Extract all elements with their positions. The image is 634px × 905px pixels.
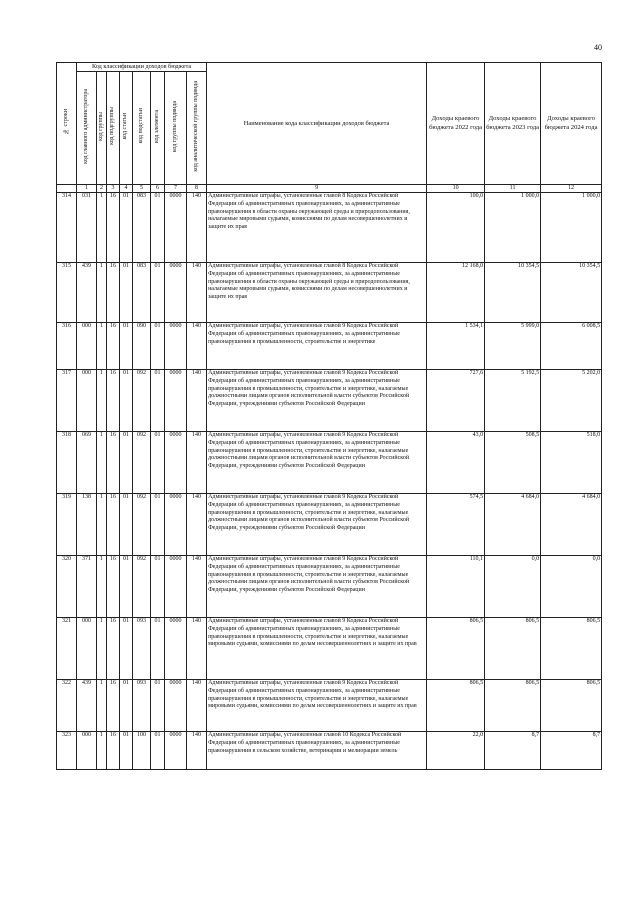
analytic-code-cell: 140 — [187, 680, 207, 732]
subgroup-code-cell: 16 — [107, 556, 120, 618]
revenue-2023-cell: 806,5 — [485, 680, 541, 732]
row-number-cell: 322 — [57, 680, 77, 732]
article-code-cell: 01 — [120, 556, 133, 618]
subgroup-code-cell: 16 — [107, 263, 120, 323]
revenue-name-cell: Административные штрафы, установленные главой 9 Кодекса Российской Федерации об административных правонарушениях, за административные правонарушения в промышленности, строительстве и энергетике, налагаемые должностными лицами органов исполнительной власти субъектов Российской Федерации, учреждениями субъектов Российской Федерации — [207, 370, 427, 432]
revenue-2022-cell: 1 534,1 — [427, 323, 485, 370]
revenue-2024-cell: 4 684,0 — [541, 494, 602, 556]
row-number-cell: 320 — [57, 556, 77, 618]
group-code-cell: 1 — [97, 556, 107, 618]
article-code-cell: 01 — [120, 263, 133, 323]
analytic-code-cell: 140 — [187, 618, 207, 680]
subgroup-code-cell: 16 — [107, 680, 120, 732]
column-number: 2 — [97, 185, 107, 193]
header-name: Наименование кода классификации доходов бюджета — [207, 63, 427, 185]
header-code-subtype-group: код группы подвида — [165, 72, 187, 185]
analytic-code-cell: 140 — [187, 323, 207, 370]
revenue-2022-cell: 806,5 — [427, 680, 485, 732]
column-number: 1 — [77, 185, 97, 193]
group-code-cell: 1 — [97, 323, 107, 370]
revenue-2024-cell: 1 000,0 — [541, 193, 602, 263]
revenue-2024-cell: 806,5 — [541, 618, 602, 680]
subgroup-code-cell: 16 — [107, 370, 120, 432]
header-code-element: код элемента — [151, 72, 165, 185]
subarticle-code-cell: 092 — [133, 556, 151, 618]
row-number-cell: 317 — [57, 370, 77, 432]
subarticle-code-cell: 092 — [133, 370, 151, 432]
revenue-2022-cell: 43,0 — [427, 432, 485, 494]
header-code-group: код группы — [97, 72, 107, 185]
revenue-2022-cell: 727,6 — [427, 370, 485, 432]
revenue-2022-cell: 100,0 — [427, 193, 485, 263]
group-code-cell: 1 — [97, 263, 107, 323]
revenue-name-cell: Административные штрафы, установленные главой 9 Кодекса Российской Федерации об административных правонарушениях, за административные правонарушения в промышленности, строительстве и энергетике, налагаемые должностными лицами органов исполнительной власти субъектов Российской Федерации, учреждениями субъектов Российской Федерации — [207, 556, 427, 618]
header-row-number: № строки — [57, 63, 77, 185]
revenue-2023-cell: 8,7 — [485, 732, 541, 770]
subtype-code-cell: 0000 — [165, 370, 187, 432]
subarticle-code-cell: 083 — [133, 263, 151, 323]
subarticle-code-cell: 100 — [133, 732, 151, 770]
header-code-subgroup: код подгруппы — [107, 72, 120, 185]
article-code-cell: 01 — [120, 370, 133, 432]
revenue-2023-cell: 4 684,0 — [485, 494, 541, 556]
row-number-cell: 315 — [57, 263, 77, 323]
element-code-cell: 01 — [151, 193, 165, 263]
article-code-cell: 01 — [120, 618, 133, 680]
admin-code-cell: 439 — [77, 680, 97, 732]
article-code-cell: 01 — [120, 680, 133, 732]
table-row — [57, 370, 602, 432]
column-number: 6 — [151, 185, 165, 193]
revenue-2022-cell: 12 168,0 — [427, 263, 485, 323]
element-code-cell: 01 — [151, 556, 165, 618]
row-number-cell: 323 — [57, 732, 77, 770]
subtype-code-cell: 0000 — [165, 618, 187, 680]
element-code-cell: 01 — [151, 370, 165, 432]
table-row — [57, 432, 602, 494]
analytic-code-cell: 140 — [187, 263, 207, 323]
group-code-cell: 1 — [97, 618, 107, 680]
admin-code-cell: 000 — [77, 732, 97, 770]
analytic-code-cell: 140 — [187, 432, 207, 494]
subgroup-code-cell: 16 — [107, 494, 120, 556]
revenue-name-cell: Административные штрафы, установленные главой 9 Кодекса Российской Федерации об административных правонарушениях, за административные правонарушения в промышленности, строительстве и энергетике, налагаемые должностными лицами органов исполнительной власти субъектов Российской Федерации, учреждениями субъектов Российской Федерации — [207, 494, 427, 556]
row-number-cell: 319 — [57, 494, 77, 556]
column-number: 11 — [485, 185, 541, 193]
table-row — [57, 323, 602, 370]
revenue-name-cell: Административные штрафы, установленные главой 9 Кодекса Российской Федерации об административных правонарушениях, за административные правонарушения в промышленности, строительстве и энергетике, налагаемые должностными лицами органов исполнительной власти субъектов Российской Федерации, учреждениями субъектов Российской Федерации — [207, 432, 427, 494]
table-row — [57, 263, 602, 323]
column-number: 3 — [107, 185, 120, 193]
revenue-name-cell: Административные штрафы, установленные главой 9 Кодекса Российской Федерации об административных правонарушениях, за административные правонарушения в промышленности, строительстве и энергетике, налагаемые мировыми судьями, комиссиями по делам несовершеннолетних и защите их прав — [207, 618, 427, 680]
article-code-cell: 01 — [120, 732, 133, 770]
header-classification-group: Код классификации доходов бюджета — [77, 63, 207, 72]
column-number — [57, 185, 77, 193]
subgroup-code-cell: 16 — [107, 432, 120, 494]
group-code-cell: 1 — [97, 193, 107, 263]
revenue-2023-cell: 10 354,5 — [485, 263, 541, 323]
analytic-code-cell: 140 — [187, 494, 207, 556]
analytic-code-cell: 140 — [187, 732, 207, 770]
element-code-cell: 01 — [151, 323, 165, 370]
subtype-code-cell: 0000 — [165, 323, 187, 370]
revenue-2024-cell: 518,0 — [541, 432, 602, 494]
revenue-2024-cell: 8,7 — [541, 732, 602, 770]
column-number: 12 — [541, 185, 602, 193]
revenue-2023-cell: 1 000,0 — [485, 193, 541, 263]
subtype-code-cell: 0000 — [165, 556, 187, 618]
subarticle-code-cell: 083 — [133, 193, 151, 263]
column-number: 10 — [427, 185, 485, 193]
header-code-subarticle: код подстатьи — [133, 72, 151, 185]
element-code-cell: 01 — [151, 494, 165, 556]
header-code-administrator: код главного администратора — [77, 72, 97, 185]
revenue-2024-cell: 806,5 — [541, 680, 602, 732]
subgroup-code-cell: 16 — [107, 732, 120, 770]
revenue-2022-cell: 22,0 — [427, 732, 485, 770]
table-row — [57, 680, 602, 732]
group-code-cell: 1 — [97, 432, 107, 494]
admin-code-cell: 138 — [77, 494, 97, 556]
element-code-cell: 01 — [151, 618, 165, 680]
row-number-cell: 318 — [57, 432, 77, 494]
subtype-code-cell: 0000 — [165, 680, 187, 732]
column-numbers-row — [57, 185, 602, 193]
admin-code-cell: 371 — [77, 556, 97, 618]
revenue-name-cell: Административные штрафы, установленные главой 9 Кодекса Российской Федерации об административных правонарушениях, за административные правонарушения в промышленности, строительстве и энергетике — [207, 323, 427, 370]
subtype-code-cell: 0000 — [165, 193, 187, 263]
subarticle-code-cell: 090 — [133, 323, 151, 370]
subgroup-code-cell: 16 — [107, 323, 120, 370]
column-number: 9 — [207, 185, 427, 193]
analytic-code-cell: 140 — [187, 370, 207, 432]
revenue-2024-cell: 6 008,5 — [541, 323, 602, 370]
budget-revenue-table — [56, 62, 602, 770]
admin-code-cell: 000 — [77, 370, 97, 432]
revenue-2023-cell: 5 192,5 — [485, 370, 541, 432]
group-code-cell: 1 — [97, 680, 107, 732]
subgroup-code-cell: 16 — [107, 618, 120, 680]
article-code-cell: 01 — [120, 494, 133, 556]
admin-code-cell: 069 — [77, 432, 97, 494]
header-revenue-2023: Доходы краевого бюджета 2023 года — [485, 63, 541, 185]
element-code-cell: 01 — [151, 432, 165, 494]
subarticle-code-cell: 092 — [133, 494, 151, 556]
element-code-cell: 01 — [151, 263, 165, 323]
table-row — [57, 494, 602, 556]
table-row — [57, 618, 602, 680]
subtype-code-cell: 0000 — [165, 432, 187, 494]
table-row — [57, 732, 602, 770]
column-number: 8 — [187, 185, 207, 193]
revenue-2023-cell: 806,5 — [485, 618, 541, 680]
subarticle-code-cell: 093 — [133, 618, 151, 680]
header-revenue-2022: Доходы краевого бюджета 2022 года — [427, 63, 485, 185]
admin-code-cell: 439 — [77, 263, 97, 323]
subtype-code-cell: 0000 — [165, 263, 187, 323]
header-code-analytic-group: код аналитической группы подвида — [187, 72, 207, 185]
revenue-2023-cell: 5 999,0 — [485, 323, 541, 370]
admin-code-cell: 031 — [77, 193, 97, 263]
article-code-cell: 01 — [120, 323, 133, 370]
revenue-name-cell: Административные штрафы, установленные главой 8 Кодекса Российской Федерации об административных правонарушениях, за административные правонарушения в области охраны окружающей среды и природопользования, налагаемые мировыми судьями, комиссиями по делам несовершеннолетних и защите их прав — [207, 193, 427, 263]
page-number: 40 — [594, 43, 602, 52]
revenue-name-cell: Административные штрафы, установленные главой 9 Кодекса Российской Федерации об административных правонарушениях, за административные правонарушения в промышленности, строительстве и энергетике, налагаемые мировыми судьями, комиссиями по делам несовершеннолетних и защите их прав — [207, 680, 427, 732]
revenue-2022-cell: 110,1 — [427, 556, 485, 618]
header-revenue-2024: Доходы краевого бюджета 2024 года — [541, 63, 602, 185]
row-number-cell: 321 — [57, 618, 77, 680]
admin-code-cell: 000 — [77, 323, 97, 370]
group-code-cell: 1 — [97, 494, 107, 556]
revenue-2024-cell: 0,0 — [541, 556, 602, 618]
article-code-cell: 01 — [120, 432, 133, 494]
column-number: 7 — [165, 185, 187, 193]
article-code-cell: 01 — [120, 193, 133, 263]
row-number-cell: 314 — [57, 193, 77, 263]
subarticle-code-cell: 092 — [133, 432, 151, 494]
column-number: 5 — [133, 185, 151, 193]
revenue-name-cell: Административные штрафы, установленные главой 10 Кодекса Российской Федерации об административных правонарушениях, за административные правонарушения в сельском хозяйстве, ветеринарии и мелиорации земель — [207, 732, 427, 770]
subarticle-code-cell: 093 — [133, 680, 151, 732]
subtype-code-cell: 0000 — [165, 494, 187, 556]
revenue-2024-cell: 10 354,5 — [541, 263, 602, 323]
subtype-code-cell: 0000 — [165, 732, 187, 770]
group-code-cell: 1 — [97, 370, 107, 432]
table-row — [57, 556, 602, 618]
table-row — [57, 193, 602, 263]
revenue-2022-cell: 574,5 — [427, 494, 485, 556]
revenue-2023-cell: 508,5 — [485, 432, 541, 494]
column-number: 4 — [120, 185, 133, 193]
revenue-name-cell: Административные штрафы, установленные главой 8 Кодекса Российской Федерации об административных правонарушениях, за административные правонарушения в области охраны окружающей среды и природопользования, налагаемые мировыми судьями, комиссиями по делам несовершеннолетних и защите их прав — [207, 263, 427, 323]
element-code-cell: 01 — [151, 680, 165, 732]
row-number-cell: 316 — [57, 323, 77, 370]
subgroup-code-cell: 16 — [107, 193, 120, 263]
analytic-code-cell: 140 — [187, 193, 207, 263]
revenue-2023-cell: 0,0 — [485, 556, 541, 618]
admin-code-cell: 000 — [77, 618, 97, 680]
header-code-article: код статьи — [120, 72, 133, 185]
revenue-2024-cell: 5 202,0 — [541, 370, 602, 432]
revenue-2022-cell: 806,5 — [427, 618, 485, 680]
analytic-code-cell: 140 — [187, 556, 207, 618]
group-code-cell: 1 — [97, 732, 107, 770]
element-code-cell: 01 — [151, 732, 165, 770]
